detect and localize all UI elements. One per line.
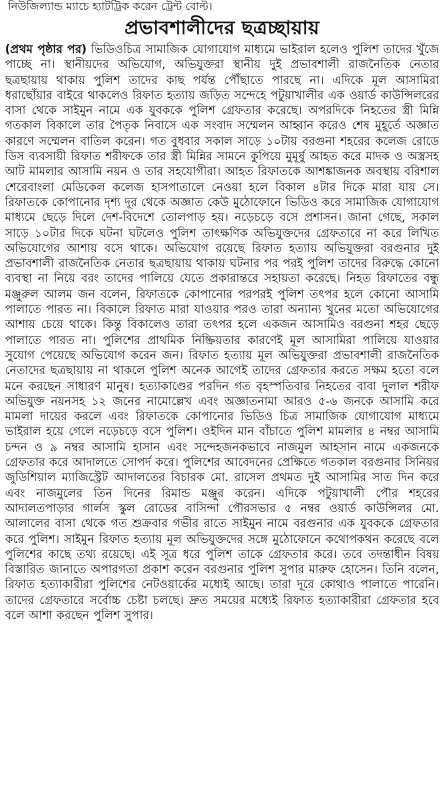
article-body [5,42,439,808]
previous-article-strip [0,0,444,14]
previous-article-line: নিউজিল্যান্ড ম্যাচে হ্যাটট্রিক করেন ট্রেন্ট বোল্ট। [8,0,213,13]
article-text: ভিডিওচিত্র সামাজিক যোগাযোগ মাধ্যমে ভাইরাল হলেও পুলিশ তাদের খুঁজে পাচ্ছে না। স্থানীয়দের অভিযোগ, অভিযুক্তরা স্থানীয় দুই প্রভাবশালী রাজনৈতিক নেতার ছত্রছায়ায় থাকায় পুলিশ তাদের কাছ পর্যন্ত পৌঁছাতে পারছে না। এদিকে মূল আসামিরা ধরাছোঁয়ার বাইরে থাকলেও রিফাত হত্যায় জড়িত সন্দেহে পটুয়াখালীর এক ওয়ার্ড কাউন্সিলরের বাসা থেকে সাইমুন নামে এক যুবককে পুলিশ গ্রেফতার করেছে। অপরদিকে নিহতের স্ত্রী মিন্নি গতকাল বিকালে তার পৈতৃক নিবাসে এক সংবাদ সম্মেলন আহ্বান করেও শেষ মুহূর্তে অজ্ঞাত কারণে সম্মেলন বাতিল করেন। গত বুধবার সকাল সাড়ে ১০টায় বরগুনা শহরের কলেজ রোডে ডিস ব্যবসায়ী রিফাত শরীফকে তার স্ত্রী মিন্নির সামনে কুপিয়ে মুমূর্ষু আহত করে মাদক ও অস্ত্রসহ আট মামলার আসামি নয়ন ও তার সহযোগীরা। আহত রিফাতকে আশঙ্কাজনক অবস্থায় বরিশাল শেরেবাংলা মেডিকেল কলেজ হাসপাতালে নেওয়া হলে বিকাল ৪টার দিকে মারা যায় সে। রিফাতকে কোপানোর দৃশ্য দূর থেকে অজ্ঞাত কেউ মুঠোফোনে ভিডিও করে সামাজিক যোগাযোগ মাধ্যমে ছেড়ে দিলে দেশ-বিদেশে তোলপাড় হয়। নড়েচড়ে বসে প্রশাসন। জানা গেছে, সকাল সাড়ে ১০টার দিকে ঘটনা ঘটলেও পুলিশ তাৎক্ষণিক অভিযুক্তদের গ্রেফতারে না করে লিখিত অভিযোগের আশায় বসে থাকে। অভিযোগ রয়েছে রিফাত হত্যায় অভিযুক্তরা বরগুনার দুই প্রভাবশালী রাজনৈতিক নেতার ছত্রছায়ায় থাকায় ঘটনার পর পরই পুলিশ তাদের বিরুদ্ধে কোনো ব্যবস্থা না নিয়ে বরং তাদের পালিয়ে যেতে প্রকারান্তরে সহায়তা করেছে। নিহত রিফাতের বন্ধু মঞ্জুরুল আলম জন বলেন, রিফাতকে কোপানোর পরপরই পুলিশ তৎপর হলে কোনো আসামি পালাতে পারত না। বিকালে রিফাত মারা যাওয়ার পরও তারা অন্যান্য খুনের মতো অভিযোগের আশায় চেয়ে থাকে। কিন্তু বিকালেও তারা তৎপর হলে একজন আসামিও বরগুনা শহর ছেড়ে পালাতে পারত না। পুলিশের প্রাথমিক নিষ্ক্রিয়তার কারণেই মূল আসামিরা পালিয়ে যাওয়ার সুযোগ পেয়েছে অভিযোগ করেন জন। রিফাত হত্যায় মূল অভিযুক্তরা প্রভাবশালী রাজনৈতিক নেতাদের ছত্রছায়ায় না থাকলে পুলিশ অনেক আগেই তাদের গ্রেফতার করতে সক্ষম হতো বলে মনে করছেন সাধারণ মানুষ। হত্যাকাণ্ডের পরদিন গত বৃহস্পতিবার নিহতের বাবা দুলাল শরীফ অভিযুক্ত নয়নসহ ১২ জনের নামোল্লেখ এবং অজ্ঞাতনামা আরও ৫-৬ জনকে আসামি করে মামলা দায়ের করলে এবং রিফাতকে কোপানোর ভিডিও চিত্র সামাজিক যোগাযোগ মাধ্যমে ভাইরাল হয়ে গেলে নড়েচড়ে বসে পুলিশ। ওইদিন মান বাঁচাতে পুলিশ মামলার ৪ নম্বর আসামি চন্দন ও ৯ নম্বর আসামি হাসান এবং সন্দেহজনকভাবে নাজমুল আহসান নামে একজনকে গ্রেফতার করে আদালতে সোপর্দ করে। পুলিশের আবেদনের প্রেক্ষিতে গতকাল বরগুনার সিনিয়র জুডিশিয়াল ম্যাজিস্ট্রেট আদালতের বিচারক মো. রাসেল প্রথমত দুই আসামির সাত দিন করে এবং নাজমুলের তিন দিনের রিমান্ড মঞ্জুর করেন। এদিকে পটুয়াখালী পৌর শহরের আদালতপাড়ার গার্লস স্কুল রোডের বাসিন্দা পৌরসভার ৫ নম্বর ওয়ার্ড কাউন্সিলর মো. আলালের বাসা থেকে গত শুক্রবার গভীর রাতে সাইমুন নামে বরগুনার এক যুবককে গ্রেফতার করে পুলিশ। সাইমুন রিফাত হত্যায় মূল অভিযুক্তদের সঙ্গে মুঠোফোনে কথোপকথন করেছে বলে পুলিশের কাছে তথ্য রয়েছে। এই সূত্র ধরে পুলিশ তাকে গ্রেফতার করে। তবে তদন্তাধীন বিষয় বিস্তারিত জানাতে অপারগতা প্রকাশ করেন বরগুনার পুলিশ সুপার মারুফ হোসেন। তিনি বলেন, রিফাত হত্যাকারীরা পুলিশের নেটওয়ার্কের মধ্যেই আছে। তারা দূরে কোথাও পালাতে পারেনি। তাদের গ্রেফতারে সর্বোচ্চ চেষ্টা চলছে। দ্রুত সময়ের মধ্যেই রিফাত হত্যাকারীরা গ্রেফতার হবে বলে আশা করছেন পুলিশ সুপার। [5,42,439,622]
article-headline: প্রভাবশালীদের ছত্রচ্ছায়ায় [124,17,320,39]
continuation-label: (প্রথম পৃষ্ঠার পর) [5,42,87,56]
